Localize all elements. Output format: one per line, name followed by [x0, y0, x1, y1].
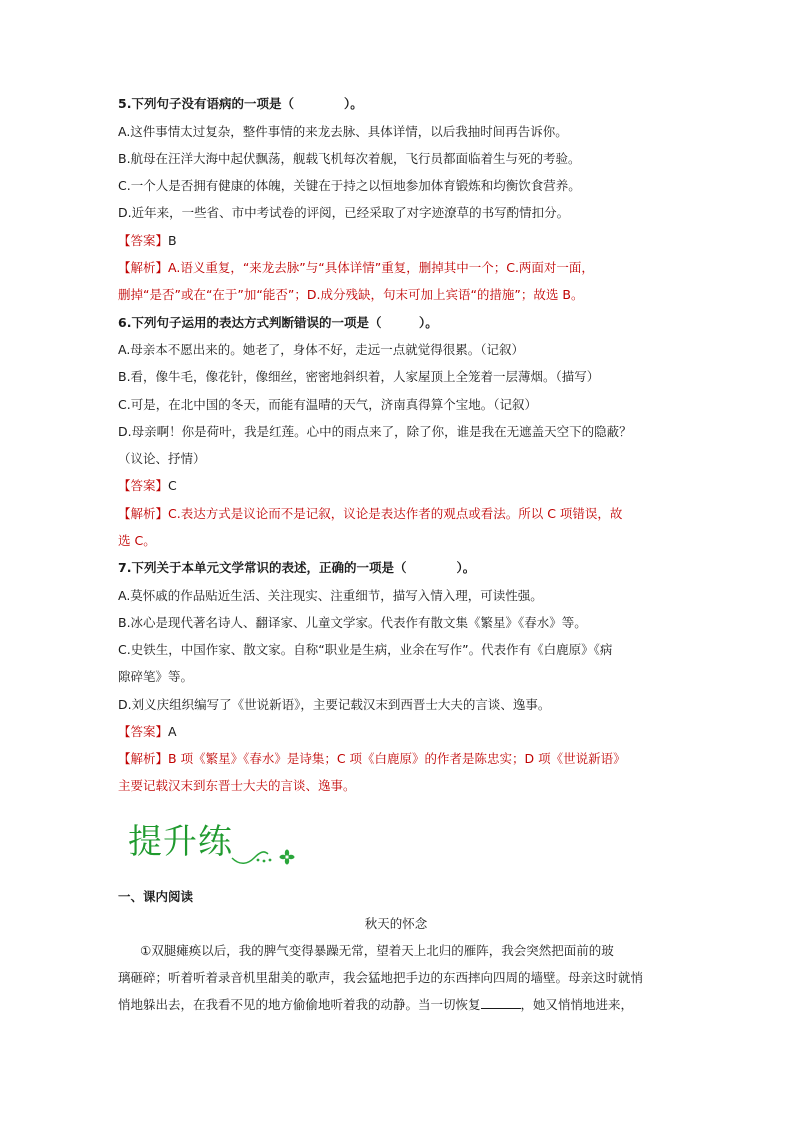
q5-analysis-line-2: 删掉“是否”或在“在于”加“能否”；D.成分残缺，句末可加上宾语“的措施”；故选 B。	[118, 287, 584, 302]
q7-option-a: A.莫怀戚的作品贴近生活、关注现实、注重细节，描写入情入理，可读性强。	[118, 588, 543, 603]
q5-answer	[118, 233, 177, 249]
q5-option-c: C.一个人是否拥有健康的体魄，关键在于持之以恒地参加体育锻炼和均衡饮食营养。	[118, 178, 581, 193]
q7-option-b: B.冰心是现代著名诗人、翻译家、儿童文学家。代表作有散文集《繁星》《春水》等。	[118, 615, 587, 630]
answer-tag: 【答案】	[118, 724, 169, 739]
passage-paragraph-line-1: ①双腿瘫痪以后，我的脾气变得暴躁无常，望着天上北归的雁阵，我会突然把面前的玻	[140, 943, 614, 958]
q6-option-c: C.可是，在北中国的冬天，而能有温晴的天气，济南真得算个宝地。（记叙）	[118, 397, 537, 412]
q5-analysis-line-1	[118, 260, 594, 276]
q7-option-d: D.刘义庆组织编写了《世说新语》，主要记载汉末到西晋士大夫的言谈、逸事。	[118, 697, 551, 712]
q5-option-d: D.近年来，一些省、市中考试卷的评阅，已经采取了对字迹潦草的书写酌情扣分。	[118, 205, 570, 220]
section-logo-text: 提升练	[128, 822, 233, 862]
analysis-tag: 【解析】	[118, 751, 169, 766]
analysis-text: A.语义重复，“来龙去脉”与“具体详情”重复，删掉其中一个；C.两面对一面，	[168, 260, 594, 275]
swirl-flower-icon	[128, 820, 308, 876]
q7-analysis-line-1	[118, 751, 626, 767]
answer-value: B	[168, 233, 177, 248]
section-title: 一、课内阅读	[118, 889, 194, 904]
q5-stem: 5.下列句子没有语病的一项是（ ）。	[118, 96, 363, 111]
q6-option-b: B.看，像牛毛，像花针，像细丝，密密地斜织着，人家屋顶上全笼着一层薄烟。（描写）	[118, 369, 600, 384]
analysis-text: B 项《繁星》《春水》是诗集；C 项《白鹿原》的作者是陈忠实；D 项《世说新语》	[168, 751, 626, 766]
analysis-tag: 【解析】	[118, 506, 169, 521]
passage-text: 悄地躲出去，在我看不见的地方偷偷地听着我的动静。当一切恢复	[118, 997, 481, 1012]
q6-option-a: A.母亲本不愿出来的。她老了，身体不好，走远一点就觉得很累。（记叙）	[118, 342, 525, 357]
q7-answer	[118, 724, 177, 740]
section-logo	[128, 820, 308, 876]
q6-stem: 6.下列句子运用的表达方式判断错误的一项是（ ）。	[118, 315, 438, 330]
q6-analysis-line-2: 选 C。	[118, 533, 156, 548]
q7-option-c-line-2: 隙碎笔》等。	[118, 669, 194, 684]
q6-option-d-line-2: （议论、抒情）	[118, 451, 206, 466]
q6-analysis-line-1	[118, 506, 622, 522]
q7-analysis-line-2: 主要记载汉末到东晋士大夫的言谈、逸事。	[118, 778, 356, 793]
answer-value: A	[168, 724, 177, 739]
q7-option-c-line-1: C.史铁生，中国作家、散文家。自称“职业是生病，业余在写作”。代表作有《白鹿原》《病	[118, 642, 613, 657]
analysis-text: C.表达方式是议论而不是记叙，议论是表达作者的观点或看法。所以 C 项错误，故	[168, 506, 623, 521]
passage-title: 秋天的怀念	[364, 916, 428, 931]
analysis-tag: 【解析】	[118, 260, 169, 275]
q6-answer	[118, 478, 177, 494]
q6-option-d-line-1: D.母亲啊！你是荷叶，我是红莲。心中的雨点来了，除了你，谁是我在无遮盖天空下的隐蔽？	[118, 424, 632, 439]
answer-value: C	[168, 478, 177, 493]
passage-paragraph-line-2: 璃砸碎；听着听着录音机里甜美的歌声，我会猛地把手边的东西摔向四周的墙壁。母亲这时就悄	[118, 970, 644, 985]
answer-tag: 【答案】	[118, 233, 169, 248]
q5-option-a: A.这件事情太过复杂，整件事情的来龙去脉、具体详情，以后我抽时间再告诉你。	[118, 124, 568, 139]
q7-stem: 7.下列关于本单元文学常识的表述，正确的一项是（ ）。	[118, 560, 476, 575]
answer-tag: 【答案】	[118, 478, 169, 493]
q5-option-b: B.航母在汪洋大海中起伏飘荡，舰载飞机每次着舰，飞行员都面临着生与死的考验。	[118, 151, 581, 166]
passage-text: ，她又悄悄地进来，	[520, 997, 634, 1012]
passage-paragraph-line-3	[118, 997, 633, 1013]
fill-in-blank	[481, 997, 521, 1009]
